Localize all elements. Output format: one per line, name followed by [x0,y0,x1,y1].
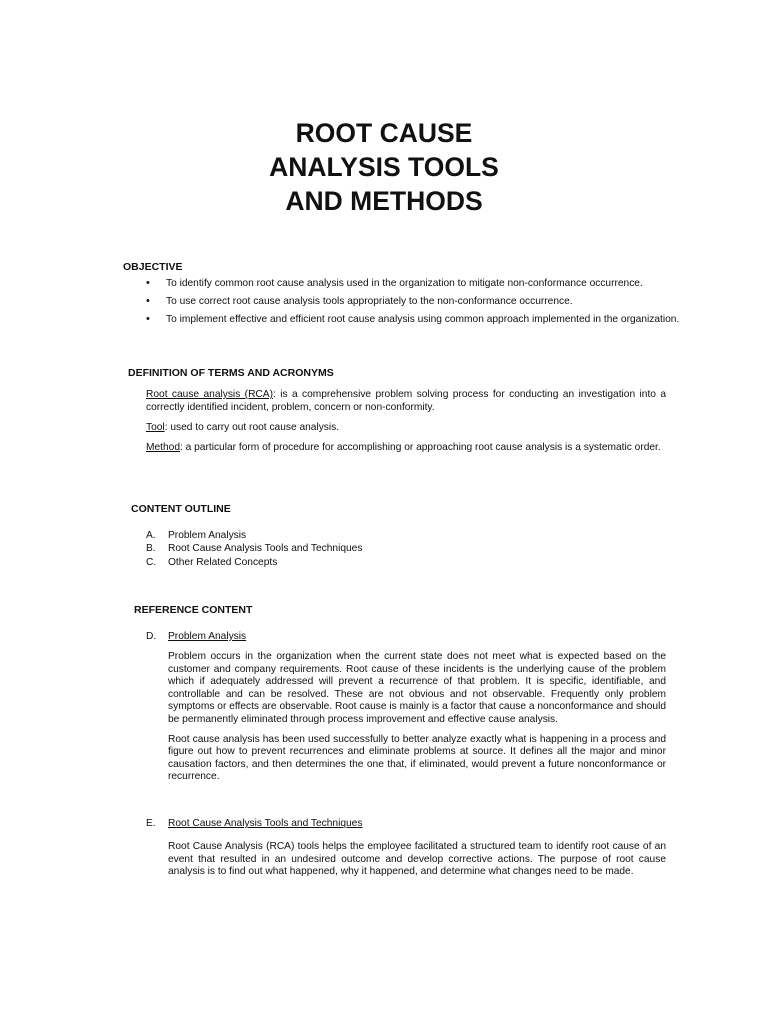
section-label: Root Cause Analysis Tools and Techniques [168,818,363,829]
section-body [168,651,666,791]
outline-item [146,542,362,555]
objective-heading: OBJECTIVE [123,261,183,273]
section-marker: D. [146,631,157,642]
bullet-marker: • [146,295,150,307]
definition-item [146,441,666,454]
title-line-1: ROOT CAUSE [295,118,473,148]
outline-heading: CONTENT OUTLINE [131,503,231,515]
outline-label: Problem Analysis [168,530,247,541]
definition-term: Root cause analysis (RCA) [146,389,273,400]
objective-item-text: To use correct root cause analysis tools appropriately to the non-conformance occurrence. [166,296,573,307]
objective-item [146,295,686,308]
outline-list [146,529,362,569]
outline-marker: C. [146,556,157,568]
definitions-heading: DEFINITION OF TERMS AND ACRONYMS [128,367,334,379]
outline-item [146,529,362,542]
definition-text: : a particular form of procedure for accomplishing or approaching root cause analysis is a systematic order. [179,442,661,453]
section-body [168,841,666,886]
objective-item-text: To implement effective and efficient root cause analysis using common approach implemented in the organization. [166,314,680,325]
bullet-marker: • [146,277,150,289]
definitions-list [146,388,666,461]
title-line-2: ANALYSIS TOOLS [269,152,499,182]
definition-term: Method [146,442,180,453]
section-label: Problem Analysis [168,631,247,642]
outline-marker: B. [146,543,156,555]
objective-item-text: To identify common root cause analysis used in the organization to mitigate non-conformance occurrence. [166,278,643,289]
definition-term: Tool [146,422,165,433]
section-marker: E. [146,818,156,829]
objective-list [146,277,686,331]
reference-heading: REFERENCE CONTENT [134,604,253,616]
document-title [0,116,768,218]
bullet-marker: • [146,313,150,325]
definition-text: : used to carry out root cause analysis. [164,422,340,433]
paragraph: Problem occurs in the organization when the current state does not meet what is expected based on the customer and company requirements. Root cause of these incidents is the underlying cause of the problem which if adequately addressed will prevent a recurrence of that problem. It is specific, identifiable, and controllable and can be resolved. These are not obvious and not observable. Frequently only problem symptoms or effects are observable. Root cause is mainly is a factor that cause a nonconformance and should be permanently eliminated through process improvement and effective cause analysis. [168,651,666,725]
paragraph: Root Cause Analysis (RCA) tools helps the employee facilitated a structured team to identify root cause of an event that resulted in an undesired outcome and develop corrective actions. The purpose of root cause analysis is to find out what happened, why it happened, and determine what changes need to be made. [168,841,666,878]
outline-item [146,556,362,569]
outline-label: Other Related Concepts [168,556,278,568]
definition-item [146,388,666,414]
paragraph: Root cause analysis has been used successfully to better analyze exactly what is happening in a process and figure out how to prevent recurrences and eliminate problems at source. It defines all the major and minor causation factors, and then determines the one that, if eliminated, would prevent a future nonconformance or recurrence. [168,733,666,783]
title-line-3: AND METHODS [285,186,483,216]
objective-item [146,313,686,326]
definition-item [146,421,666,434]
objective-item [146,277,686,290]
outline-label: Root Cause Analysis Tools and Techniques [168,543,363,555]
definition-text: : is a comprehensive problem solving process for conducting an investigation into a correctly identified incident, problem, concern or non-conformity. [146,389,667,413]
outline-marker: A. [146,530,156,541]
